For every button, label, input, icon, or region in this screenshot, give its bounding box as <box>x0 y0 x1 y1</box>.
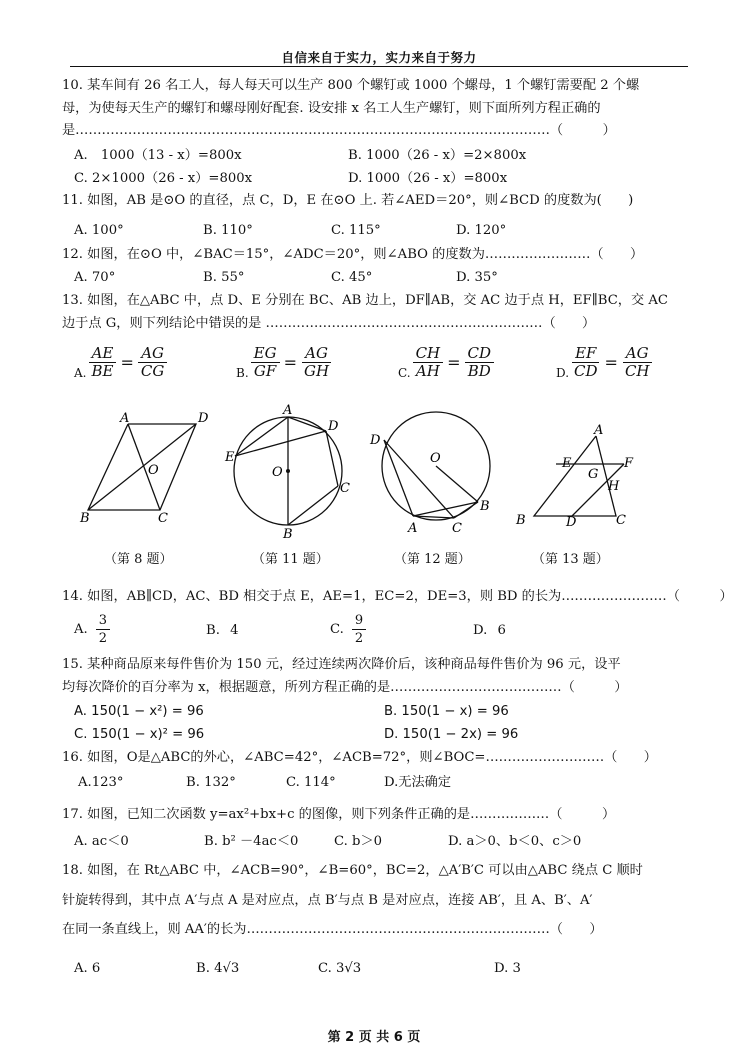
q13-a-left-den: BE <box>91 362 114 380</box>
fig13-label-C: C <box>616 513 626 528</box>
fig8-label-O: O <box>148 463 159 478</box>
q18-option-c: C. 3√3 <box>318 961 362 976</box>
fig11-label-O: O <box>272 465 283 480</box>
fig8-label-B: B <box>80 511 90 526</box>
fig13-label-F-visible: F <box>624 456 634 471</box>
fig11-label-A: A <box>283 403 293 418</box>
q10-line1: 10. 某车间有 26 名工人，每人每天可以生产 800 个螺钉或 1000 个螺母，1 个螺钉需要配 2 个螺 <box>62 78 640 93</box>
q15-line2: 均每次降价的百分率为 x，根据题意，所列方程正确的是…………………………………（ ） <box>62 680 628 695</box>
figure-caption-q12: （第 12 题） <box>394 552 471 567</box>
q13-c-left-den: AH <box>415 362 440 380</box>
q12-option-c: C. 45° <box>331 270 373 285</box>
fig13-label-A: A <box>594 423 604 438</box>
fig13-label-D: D <box>566 515 577 530</box>
q18-option-b: B. 4√3 <box>196 961 240 976</box>
figure-caption-q11: （第 11 题） <box>252 552 329 567</box>
fig13-label-H: H <box>608 479 620 494</box>
q13-d-left-num: EF <box>572 345 599 363</box>
fig11-label-E: E <box>225 450 235 465</box>
q14-c-num: 9 <box>352 612 366 630</box>
fig12-label-D: D <box>370 433 381 448</box>
figure-caption-q13: （第 13 题） <box>532 552 609 567</box>
q10-option-d: D. 1000（26 - x）=800x <box>348 171 508 186</box>
q13-c-right-den: BD <box>467 362 491 380</box>
q11-option-c: C. 115° <box>331 223 381 238</box>
figure-q12-circle <box>366 398 506 538</box>
q10-line3: 是………………………………………………………………………………………………（ ） <box>62 123 616 138</box>
q13-line1: 13. 如图，在△ABC 中，点 D、E 分别在 BC、AB 边上，DF∥AB，交 AC 边于点 H，EF∥BC，交 AC <box>62 293 668 308</box>
q14-option-b-text: 4 <box>230 623 239 638</box>
fig8-label-C: C <box>158 511 168 526</box>
q13-option-a: A. $\frac{AE}{BE}$ = $\frac{AG}{CG}$ <box>74 345 167 380</box>
q14-option-b-letter: B. <box>206 623 220 638</box>
fig12-label-B: B <box>480 499 490 514</box>
page-header: 自信来自于实力，实力来自于努力 <box>281 50 477 65</box>
q15-line1: 15. 某种商品原来每件售价为 150 元，经过连续两次降价后，该种商品每件售价为 96 元，设平 <box>62 657 621 672</box>
q14-line1: 14. 如图，AB∥CD，AC、BD 相交于点 E，AE=1，EC=2，DE=3，则 BD 的长为……………………（ ） <box>62 589 733 604</box>
header-divider <box>70 66 688 67</box>
q10-option-c: C. 2×1000（26 - x）=800x <box>74 171 253 186</box>
q11-option-b: B. 110° <box>203 223 253 238</box>
fig13-label-G: G <box>588 467 599 482</box>
q13-line2: 边于点 G，则下列结论中错误的是 ………………………………………………………（ ） <box>62 316 596 331</box>
q15-option-d: D. 150(1 − 2x) = 96 <box>384 727 519 742</box>
q18-line1: 18. 如图，在 Rt△ABC 中，∠ACB=90°，∠B=60°，BC=2，△A′B′C 可以由△ABC 绕点 C 顺时 <box>62 863 643 878</box>
q13-option-d-letter: D. <box>556 366 570 380</box>
q12-option-b: B. 55° <box>203 270 245 285</box>
figure-caption-q8: （第 8 题） <box>104 552 173 567</box>
fig11-label-B: B <box>283 527 293 540</box>
q17-option-b: B. b² －4ac＜0 <box>204 834 299 849</box>
fig12-label-C: C <box>452 521 462 536</box>
q15-option-a: A. 150(1 − x²) = 96 <box>74 704 204 719</box>
page-footer: 第 2 页 共 6 页 <box>327 1030 421 1045</box>
q16-option-b: B. 132° <box>186 775 236 790</box>
q14-c-den: 2 <box>354 631 364 646</box>
q10-option-a: A. 1000（13 - x）=800x <box>74 148 242 163</box>
fig13-label-B: B <box>516 513 526 528</box>
fig8-label-D: D <box>198 411 209 426</box>
q13-b-right-num: AG <box>302 345 331 363</box>
q13-c-right-num: CD <box>465 345 495 363</box>
q13-b-left-den: GF <box>253 362 277 380</box>
q13-a-right-num: AG <box>138 345 167 363</box>
q10-option-b: B. 1000（26 - x）=2×800x <box>348 148 527 163</box>
q18-option-d: D. 3 <box>494 961 521 976</box>
q17-option-a: A. ac＜0 <box>74 834 129 849</box>
q11-option-d: D. 120° <box>456 223 507 238</box>
q12-option-d: D. 35° <box>456 270 498 285</box>
q17-option-c: C. b＞0 <box>334 834 383 849</box>
fig13-label-E: E <box>562 456 572 471</box>
q13-d-right-den: CH <box>624 362 650 380</box>
q14-option-b <box>206 622 238 640</box>
figure-q8-parallelogram <box>78 408 218 528</box>
q16-option-d: D.无法确定 <box>384 775 452 790</box>
q11-line1: 11. 如图，AB 是⊙O 的直径，点 C，D，E 在⊙O 上. 若∠AED＝20°，则∠BCD 的度数为( ) <box>62 193 634 208</box>
q13-a-left-num: AE <box>89 345 117 363</box>
q13-d-left-den: CD <box>574 362 598 380</box>
q14-option-d <box>473 622 506 640</box>
q17-line1: 17. 如图，已知二次函数 y=ax²+bx+c 的图像，则下列条件正确的是………………（ ） <box>62 807 616 822</box>
fig12-label-O: O <box>430 451 441 466</box>
fig8-label-A: A <box>120 411 130 426</box>
q13-option-c-letter: C. <box>398 366 411 380</box>
q14-option-c-letter: C. <box>330 621 344 637</box>
q14-a-num: 3 <box>96 612 110 630</box>
q16-option-c: C. 114° <box>286 775 336 790</box>
q18-line3: 在同一条直线上，则 AA′的长为……………………………………………………………（ ） <box>62 922 603 937</box>
figure-q11-circle <box>222 400 362 540</box>
q14-option-a-letter: A. <box>74 621 88 637</box>
q14-option-c <box>330 612 366 647</box>
q12-option-a: A. 70° <box>74 270 116 285</box>
fig11-label-D: D <box>328 419 339 434</box>
q15-option-b: B. 150(1 − x) = 96 <box>384 704 509 719</box>
q13-option-b-letter: B. <box>236 366 249 380</box>
q13-b-left-num: EG <box>251 345 280 363</box>
q15-option-c: C. 150(1 − x)² = 96 <box>74 727 205 742</box>
q13-c-left-num: CH <box>413 345 444 363</box>
q18-option-a: A. 6 <box>74 961 101 976</box>
fig12-label-A: A <box>408 521 418 536</box>
figure-q13-triangle <box>512 422 642 534</box>
q14-option-d-text: 6 <box>497 623 506 638</box>
q14-option-d-letter: D. <box>473 623 488 638</box>
q18-line2: 针旋转得到，其中点 A′与点 A 是对应点，点 B′与点 B 是对应点，连接 AB′，且 A、B′、A′ <box>62 893 593 908</box>
q13-option-d: D. $\frac{EF}{CD}$ = $\frac{AG}{CH}$ <box>556 345 653 380</box>
q13-d-right-num: AG <box>623 345 652 363</box>
q13-option-c: C. $\frac{CH}{AH}$ = $\frac{CD}{BD}$ <box>398 345 494 380</box>
q12-line1: 12. 如图，在⊙O 中，∠BAC＝15°，∠ADC＝20°，则∠ABO 的度数为……………………（ ） <box>62 247 644 262</box>
q16-option-a: A.123° <box>78 775 124 790</box>
q13-option-b: B. $\frac{EG}{GF}$ = $\frac{AG}{GH}$ <box>236 345 332 380</box>
q13-option-a-letter: A. <box>74 366 87 380</box>
q13-b-right-den: GH <box>303 362 330 380</box>
q13-a-right-den: CG <box>140 362 165 380</box>
fig11-label-C: C <box>340 481 350 496</box>
q14-a-den: 2 <box>98 631 107 646</box>
q11-option-a: A. 100° <box>74 223 124 238</box>
q14-option-a <box>74 612 110 647</box>
q10-line2: 母，为使每天生产的螺钉和螺母刚好配套. 设安排 x 名工人生产螺钉，则下面所列方程正确的 <box>62 101 601 116</box>
q16-line1: 16. 如图，O是△ABC的外心，∠ABC=42°，∠ACB=72°，则∠BOC=………………………（ ） <box>62 750 657 765</box>
q17-option-d: D. a＞0、b＜0、c＞0 <box>448 834 582 849</box>
